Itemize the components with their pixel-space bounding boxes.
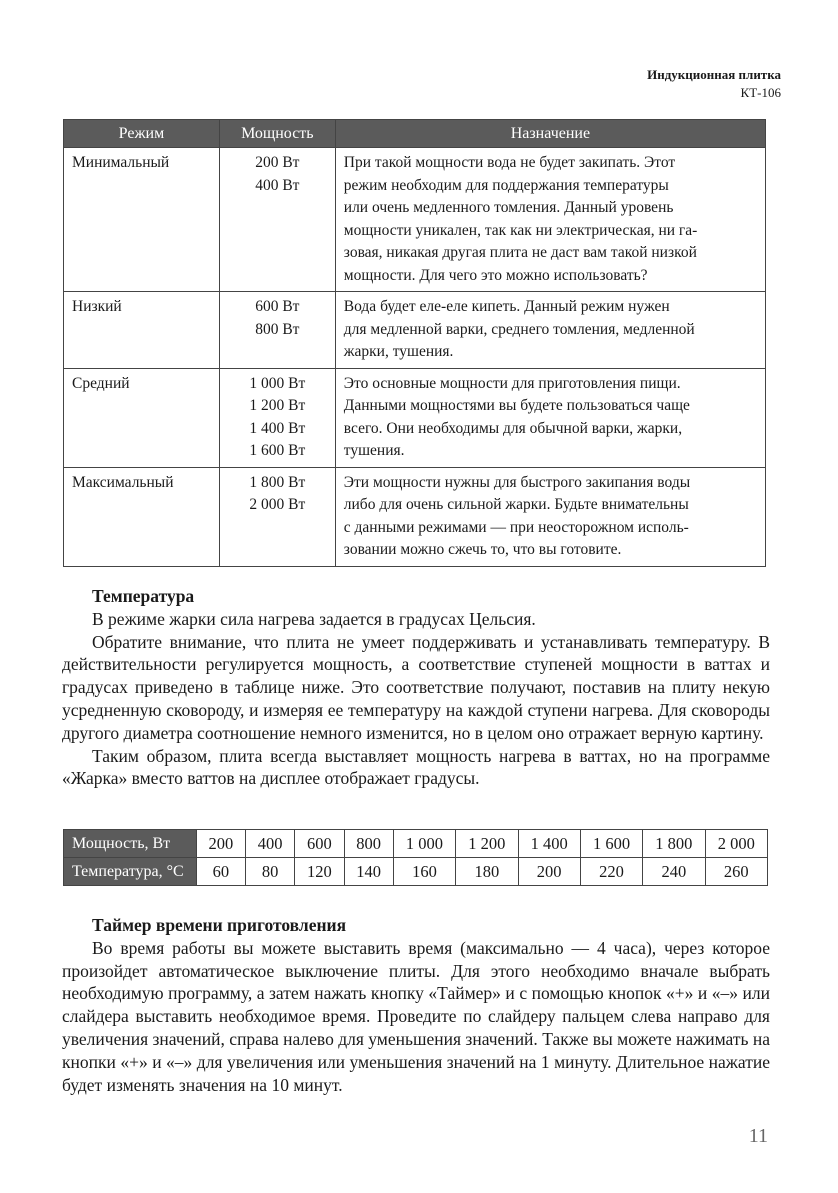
purpose-line: Вода будет еле-еле кипеть. Данный режим нужен: [343, 298, 670, 315]
purpose-line: тушения.: [343, 442, 405, 459]
purpose-line: зовая, никакая другая плита не даст вам такой низкой: [343, 244, 697, 261]
paragraph: Во время работы вы можете выставить время (максимально — 4 часа), через которое произойдет автоматическое выключение плиты. Для этого необходимо вначале выбрать необходимую программу, а затем нажать кнопку «Таймер» и с помощью кнопок «+» и «–» или слайдера выставить необходимое время. Проведите по слайдеру пальцем слева направо для увеличения значений, справа налево для уменьшения значений. Также вы можете нажимать на кнопки «+» и «–» для увеличения или уменьшения значений на 1 минуту. Длительное нажатие будет изменять значения на 10 минут.: [62, 937, 770, 1095]
power-cell: [219, 467, 335, 566]
paragraph: Обратите внимание, что плита не умеет поддерживать и устанавливать температуру. В действительности регулируется мощность, а соответствие ступеней мощности в ваттах и градусах приведено в таблице ниже. Это соответствие получают, поставив на плиту некую усредненную сковороду, и измеряя ее температуру на каждой ступени нагрева. Для сковороды другого диаметра соотношение немного изменится, но в целом оно отражает верную картину.: [62, 631, 770, 743]
temperature-cell: 60: [196, 858, 245, 886]
col-header-power: Мощность: [219, 120, 335, 148]
page-number: 11: [748, 1125, 768, 1147]
temperature-cell: 120: [295, 858, 344, 886]
power-value: 600 Вт: [255, 298, 300, 315]
mode-cell: Минимальный: [64, 148, 220, 292]
purpose-line: Эти мощности нужны для быстрого закипания воды: [343, 473, 691, 491]
power-cell: [219, 292, 335, 369]
page-header: [647, 66, 781, 102]
temperature-cell: 80: [246, 858, 295, 886]
power-value: 1 000 Вт: [249, 374, 306, 392]
power-value: 2 000 Вт: [249, 496, 306, 513]
purpose-cell: [335, 292, 765, 369]
purpose-line: либо для очень сильной жарки. Будьте внимательны: [343, 496, 689, 513]
power-cell: [219, 368, 335, 467]
temperature-cell: 200: [518, 858, 580, 886]
temperature-cell: 140: [344, 858, 393, 886]
mode-cell: Максимальный: [64, 467, 220, 566]
purpose-line: режим необходим для поддержания температуры: [343, 176, 669, 194]
power-value: 400 Вт: [255, 176, 300, 194]
header-product: Индукционная плитка: [647, 67, 781, 82]
modes-table: [63, 119, 766, 567]
col-header-purpose: Назначение: [335, 120, 765, 148]
temperature-cell: 180: [456, 858, 518, 886]
purpose-cell: [335, 148, 765, 292]
power-cell: 1 000: [393, 830, 455, 858]
header-model: КТ-106: [740, 85, 781, 100]
temperature-heading: Температура: [92, 586, 195, 606]
table-row: [64, 467, 766, 566]
table-row: [64, 292, 766, 369]
purpose-line: мощности уникален, так как ни электрическая, ни га-: [343, 221, 698, 239]
mode-cell: Низкий: [64, 292, 220, 369]
purpose-line: жарки, тушения.: [343, 343, 454, 360]
purpose-line: с данными режимами — при неосторожном исполь-: [343, 518, 689, 536]
power-value: 1 600 Вт: [249, 442, 306, 459]
power-cell: 600: [295, 830, 344, 858]
power-cell: 1 600: [580, 830, 642, 858]
power-cell: 1 400: [518, 830, 580, 858]
power-row-label: Мощность, Вт: [64, 830, 197, 858]
power-cell: 800: [344, 830, 393, 858]
power-cell: 1 200: [456, 830, 518, 858]
power-value: 800 Вт: [255, 320, 300, 338]
purpose-line: При такой мощности вода не будет закипать. Этот: [343, 154, 676, 171]
power-value: 200 Вт: [255, 154, 300, 171]
power-cell: 2 000: [705, 830, 767, 858]
purpose-cell: [335, 467, 765, 566]
temperature-cell: 260: [705, 858, 767, 886]
power-value: 1 200 Вт: [249, 397, 306, 414]
purpose-line: или очень медленного томления. Данный уровень: [343, 199, 674, 216]
purpose-line: Данными мощностями вы будете пользоваться чаще: [343, 397, 690, 414]
power-temperature-table: [63, 829, 768, 886]
timer-section: [62, 914, 770, 1096]
power-value: 1 800 Вт: [249, 473, 306, 491]
mode-cell: Средний: [64, 368, 220, 467]
power-cell: [219, 148, 335, 292]
power-row: [64, 830, 768, 858]
temperature-section: [62, 585, 770, 790]
col-header-mode: Режим: [64, 120, 220, 148]
purpose-line: зовании можно сжечь то, что вы готовите.: [343, 541, 622, 558]
modes-header-row: [64, 120, 766, 148]
power-cell: 200: [196, 830, 245, 858]
table-row: [64, 368, 766, 467]
temperature-row: [64, 858, 768, 886]
temperature-cell: 220: [580, 858, 642, 886]
power-cell: 1 800: [643, 830, 705, 858]
temperature-cell: 160: [393, 858, 455, 886]
temperature-cell: 240: [643, 858, 705, 886]
purpose-line: для медленной варки, среднего томления, медленной: [343, 320, 695, 338]
purpose-cell: [335, 368, 765, 467]
paragraph: В режиме жарки сила нагрева задается в градусах Цельсия.: [92, 608, 536, 629]
purpose-line: мощности. Для чего это можно использовать?: [343, 266, 648, 284]
power-value: 1 400 Вт: [249, 419, 306, 437]
purpose-line: всего. Они необходимы для обычной варки, жарки,: [343, 419, 683, 437]
temperature-row-label: Температура, °С: [64, 858, 197, 886]
purpose-line: Это основные мощности для приготовления пищи.: [343, 374, 681, 392]
paragraph: Таким образом, плита всегда выставляет мощность нагрева в ваттах, но на программе «Жарка» вместо ваттов на дисплее отображает градусы.: [62, 745, 770, 789]
timer-heading: Таймер времени приготовления: [92, 915, 347, 935]
power-cell: 400: [246, 830, 295, 858]
table-row: [64, 148, 766, 292]
